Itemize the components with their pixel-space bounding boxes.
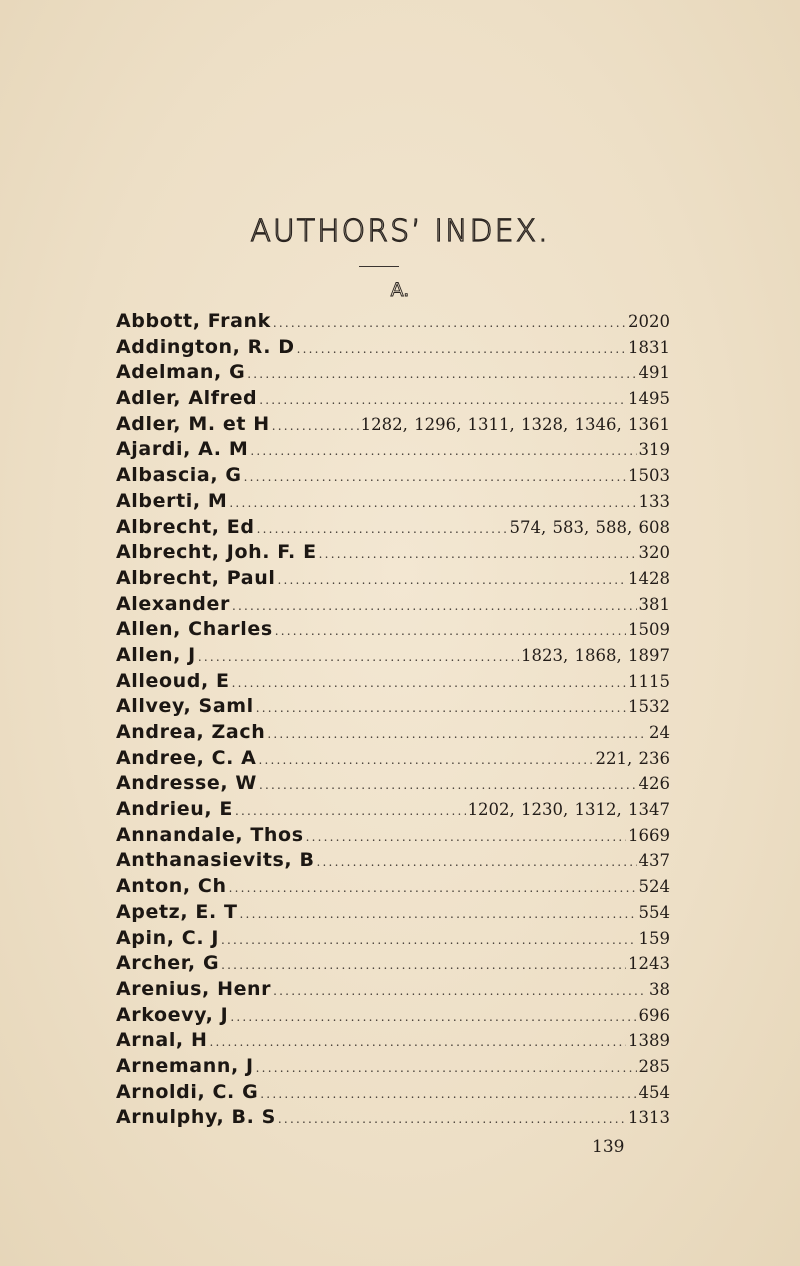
section-letter: A.: [390, 279, 410, 301]
dot-leader: [257, 517, 508, 543]
dot-leader: [317, 850, 637, 876]
index-entry: [116, 592, 670, 618]
dot-leader: [319, 542, 637, 568]
dot-leader: [273, 311, 626, 337]
index-entry: [116, 617, 670, 643]
author-name: Allen, J: [116, 643, 196, 666]
dot-leader: [221, 953, 626, 979]
index-entry: [116, 1028, 670, 1054]
page-references: 159: [638, 928, 670, 948]
index-entry: [116, 977, 670, 1003]
page-references: 320: [638, 543, 670, 563]
page-references: 524: [638, 877, 670, 897]
author-name: Andrea, Zach: [116, 721, 266, 743]
index-entry: [116, 643, 670, 669]
page-references: 1115: [628, 671, 670, 691]
author-name: Albascia, G: [116, 464, 242, 487]
dot-leader: [260, 1082, 636, 1108]
dot-leader: [278, 1107, 626, 1133]
author-name: Alexander: [116, 592, 230, 615]
dot-leader: [232, 671, 626, 697]
page-references: 491: [638, 363, 670, 383]
page-references: 319: [638, 440, 670, 460]
author-index-list: [116, 309, 670, 1131]
page-references: 221, 236: [595, 748, 670, 768]
dot-leader: [273, 979, 647, 1005]
page-references: 1503: [628, 466, 670, 486]
index-entry: [116, 926, 670, 952]
page-references: 1202, 1230, 1312, 1347: [467, 800, 670, 820]
author-name: Arnal, H: [116, 1029, 208, 1052]
author-name: Andrieu, E: [116, 798, 233, 821]
dot-leader: [235, 799, 466, 825]
page-number: 139: [592, 1137, 625, 1157]
page-title: AUTHORS’ INDEX.: [250, 214, 550, 249]
page-references: 426: [638, 774, 670, 794]
dot-leader: [256, 1056, 637, 1082]
index-entry: [116, 463, 670, 489]
page-references: 2020: [628, 312, 670, 331]
author-name: Andree, C. A: [116, 746, 257, 769]
dot-leader: [259, 773, 637, 799]
index-entry: [116, 848, 670, 874]
page-references: 1313: [628, 1108, 670, 1128]
dot-leader: [259, 748, 594, 774]
index-entry: [116, 309, 670, 335]
index-entry: [116, 900, 670, 926]
index-entry: [116, 694, 670, 720]
index-entry: [116, 360, 670, 386]
author-name: Adler, Alfred: [116, 387, 258, 410]
page-references: 696: [638, 1005, 670, 1025]
author-name: Arnemann, J: [116, 1054, 254, 1077]
index-entry: [116, 1080, 670, 1106]
index-entry: [116, 412, 670, 438]
dot-leader: [240, 902, 637, 928]
page-references: 133: [638, 491, 670, 511]
page-references: 437: [638, 851, 670, 871]
author-name: Anton, Ch: [116, 875, 227, 898]
page-references: 574, 583, 588, 608: [509, 517, 670, 537]
page-references: 1831: [628, 337, 670, 357]
author-name: Allen, Charles: [116, 618, 273, 641]
dot-leader: [256, 696, 626, 722]
index-entry: [116, 771, 670, 797]
dot-leader: [247, 362, 636, 388]
page-references: 285: [638, 1056, 670, 1076]
index-entry: [116, 1105, 670, 1131]
dot-leader: [259, 388, 626, 414]
author-name: Apetz, E. T: [116, 900, 238, 923]
page-references: 1495: [628, 389, 670, 409]
page-references: 1282, 1296, 1311, 1328, 1346, 1361: [360, 414, 670, 434]
index-entry: [116, 746, 670, 772]
dot-leader: [275, 619, 626, 645]
index-entry: [116, 669, 670, 695]
author-name: Ajardi, A. M: [116, 438, 249, 461]
dot-leader: [229, 491, 636, 517]
author-name: Apin, C. J: [116, 926, 220, 949]
dot-leader: [229, 876, 637, 902]
page-references: 454: [638, 1082, 670, 1102]
page-references: 24: [649, 723, 670, 742]
dot-leader: [230, 1005, 636, 1031]
author-name: Albrecht, Ed: [116, 515, 255, 538]
dot-leader: [209, 1030, 626, 1056]
page-references: 1243: [628, 954, 670, 974]
author-name: Allvey, Saml: [116, 695, 254, 718]
page-references: 1823, 1868, 1897: [521, 645, 670, 665]
index-entry: [116, 489, 670, 515]
author-name: Archer, G: [116, 952, 220, 975]
dot-leader: [272, 414, 359, 440]
index-entry: [116, 566, 670, 592]
page-references: 381: [638, 594, 670, 614]
author-name: Adler, M. et H: [116, 412, 270, 435]
author-name: Arkoevy, J: [116, 1003, 229, 1026]
index-entry: [116, 720, 670, 746]
dot-leader: [277, 568, 626, 594]
index-entry: [116, 797, 670, 823]
author-name: Alberti, M: [116, 489, 228, 512]
index-entry: [116, 386, 670, 412]
author-name: Anthanasievits, B: [116, 849, 315, 872]
page-references: 1669: [628, 825, 670, 845]
index-entry: [116, 1003, 670, 1029]
page-references: 1389: [628, 1031, 670, 1051]
author-name: Andresse, W: [116, 772, 257, 795]
page-references: 1509: [628, 620, 670, 640]
dot-leader: [267, 722, 647, 748]
page-references: 1428: [628, 568, 670, 588]
index-entry: [116, 874, 670, 900]
author-name: Annandale, Thos: [116, 823, 304, 846]
index-entry: [116, 335, 670, 361]
author-name: Addington, R. D: [116, 335, 295, 358]
author-name: Arenius, Henr: [116, 977, 272, 1000]
author-name: Arnulphy, B. S: [116, 1106, 276, 1129]
author-name: Abbott, Frank: [116, 310, 271, 332]
index-entry: [116, 951, 670, 977]
author-name: Adelman, G: [116, 361, 246, 384]
page-references: 554: [638, 902, 670, 922]
index-entry: [116, 540, 670, 566]
index-entry: [116, 823, 670, 849]
index-entry: [116, 1054, 670, 1080]
author-name: Arnoldi, C. G: [116, 1080, 259, 1103]
index-entry: [116, 437, 670, 463]
author-name: Albrecht, Joh. F. E: [116, 541, 317, 564]
dot-leader: [198, 645, 519, 671]
author-name: Alleoud, E: [116, 669, 230, 692]
index-entry: [116, 515, 670, 541]
dot-leader: [250, 439, 636, 465]
author-name: Albrecht, Paul: [116, 566, 276, 589]
dot-leader: [297, 337, 626, 363]
dot-leader: [232, 594, 637, 620]
title-rule: [359, 266, 399, 267]
dot-leader: [306, 825, 626, 851]
page-references: 1532: [628, 697, 670, 717]
dot-leader: [244, 465, 626, 491]
page-references: 38: [649, 979, 670, 999]
dot-leader: [221, 928, 636, 954]
